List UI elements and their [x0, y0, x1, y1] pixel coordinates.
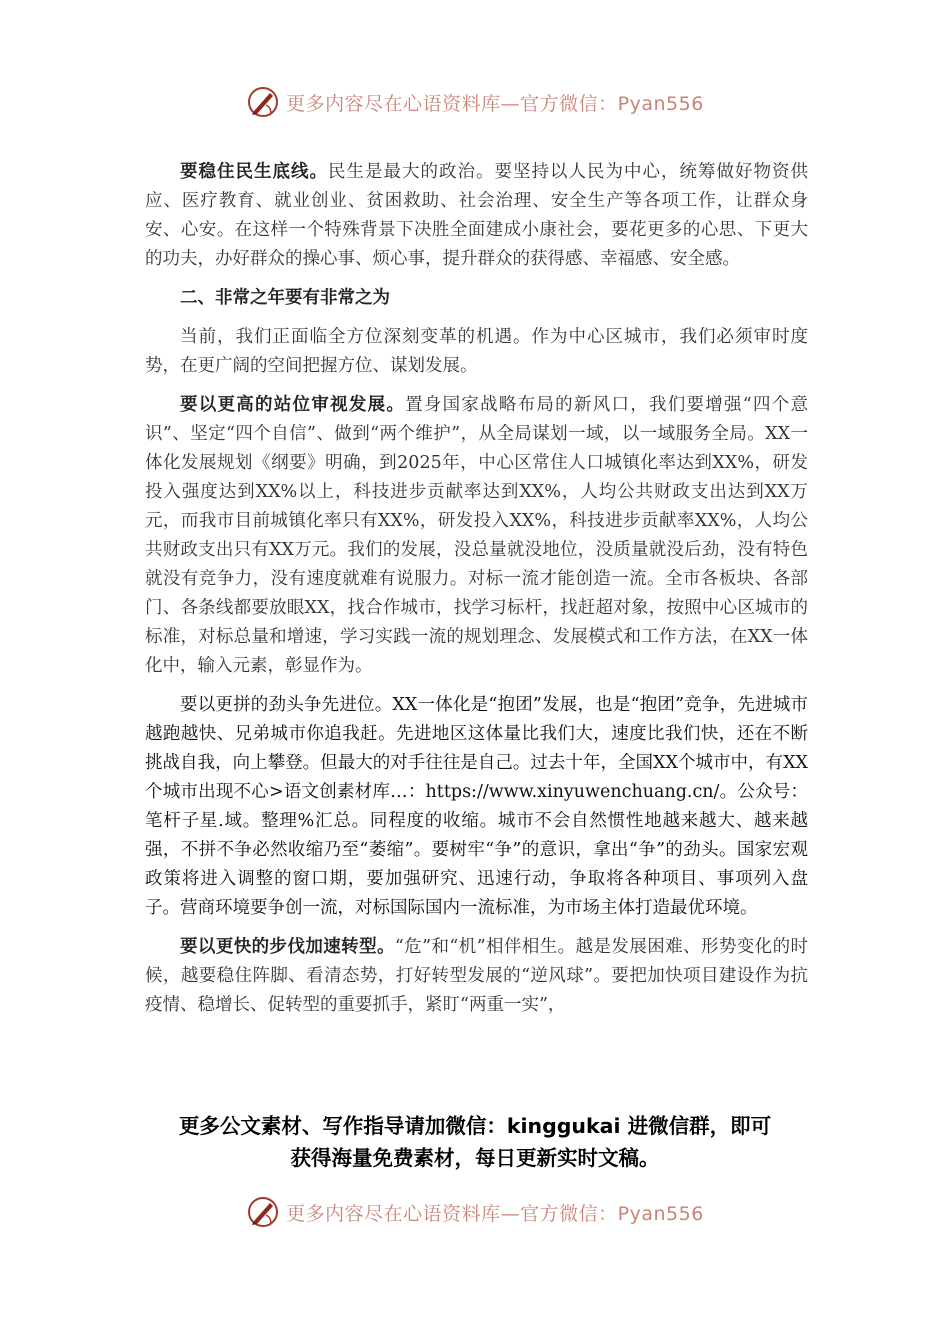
section-heading: 二、非常之年要有非常之为 [180, 288, 390, 308]
pen-logo-icon [246, 85, 280, 119]
paragraph [145, 933, 808, 1020]
paragraph-lead: 要以更快的步伐加速转型。 [180, 937, 395, 957]
pen-logo-icon [246, 1195, 280, 1229]
footer-banner [0, 1192, 950, 1232]
paragraph-text: 要以更拼的劲头争先进位。XX一体化是“抱团”发展，也是“抱团”竞争，先进城市越跑越快、兄弟城市你追我赶。先进地区这体量比我们大，速度比我们快，还在不断挑战自我，向上攀登。但最大的对手往往是自己。过去十年，全国XX个城市中，有XX个城市出现不心>语文创素材库…：https://www.xinyuwenchuang.cn/。公众号：笔杆子星.域。整理%汇总。同程度的收缩。城市不会自然惯性地越来越大、越来越强，不拼不争必然收缩乃至“萎缩”。要树牢“争”的意识，拿出“争”的劲头。国家宏观政策将进入调整的窗口期，要加强研究、迅速行动，争取将各种项目、事项列入盘子。营商环境要争创一流，对标国际国内一流标准，为市场主体打造最优环境。 [145, 695, 808, 918]
promo-line-1: 更多公文素材、写作指导请加微信：kinggukai 进微信群，即可 [178, 1114, 772, 1138]
banner-text: 更多内容尽在心语资料库—官方微信： [286, 92, 618, 115]
wechat-id: Pyan556 [617, 92, 704, 115]
paragraph [145, 391, 808, 681]
paragraph [145, 691, 808, 923]
paragraph-lead: 要以更高的站位审视发展。 [180, 395, 406, 415]
promo-notice [0, 1110, 950, 1174]
paragraph [145, 158, 808, 274]
paragraph-text: 当前，我们正面临全方位深刻变革的机遇。作为中心区城市，我们必须审时度势，在更广阔的空间把握方位、谋划发展。 [145, 327, 808, 376]
paragraph-text: “危”和“机”相伴相生。越是发展困难、形势变化的时候，越要稳住阵脚、看清态势，打好转型发展的“逆风球”。要把加快项目建设作为抗疫情、稳增长、促转型的重要抓手，紧盯“两重一实”， [145, 937, 808, 1015]
wechat-id: Pyan556 [617, 1202, 704, 1225]
paragraph-text: 置身国家战略布局的新风口，我们要增强“四个意识”、坚定“四个自信”、做到“两个维护”，从全局谋划一域，以一域服务全局。XX一体化发展规划《纲要》明确，到2025年，中心区常住人口城镇化率达到XX%，研发投入强度达到XX%以上，科技进步贡献率达到XX%，人均公共财政支出达到XX万元，而我市目前城镇化率只有XX%，研发投入XX%，科技进步贡献率XX%，人均公共财政支出只有XX万元。我们的发展，没总量就没地位，没质量就没后劲，没有特色就没有竞争力，没有速度就难有说服力。对标一流才能创造一流。全市各板块、各部门、各条线都要放眼XX，找合作城市，找学习标杆，找赶超对象，按照中心区城市的标准，对标总量和增速，学习实践一流的规划理念、发展模式和工作方法，在XX一体化中，输入元素，彰显作为。 [145, 395, 808, 676]
paragraph-lead: 要稳住民生底线。 [180, 162, 328, 182]
promo-line-2: 获得海量免费素材，每日更新实时文稿。 [290, 1146, 660, 1170]
paragraph-text: 民生是最大的政治。要坚持以人民为中心，统筹做好物资供应、医疗教育、就业创业、贫困救助、社会治理、安全生产等各项工作，让群众身安、心安。在这样一个特殊背景下决胜全面建成小康社会，要花更多的心思、下更大的功夫，办好群众的操心事、烦心事，提升群众的获得感、幸福感、安全感。 [145, 162, 808, 269]
header-banner [0, 82, 950, 122]
paragraph [145, 323, 808, 381]
document-body [145, 158, 808, 1030]
banner-text: 更多内容尽在心语资料库—官方微信： [286, 1202, 618, 1225]
